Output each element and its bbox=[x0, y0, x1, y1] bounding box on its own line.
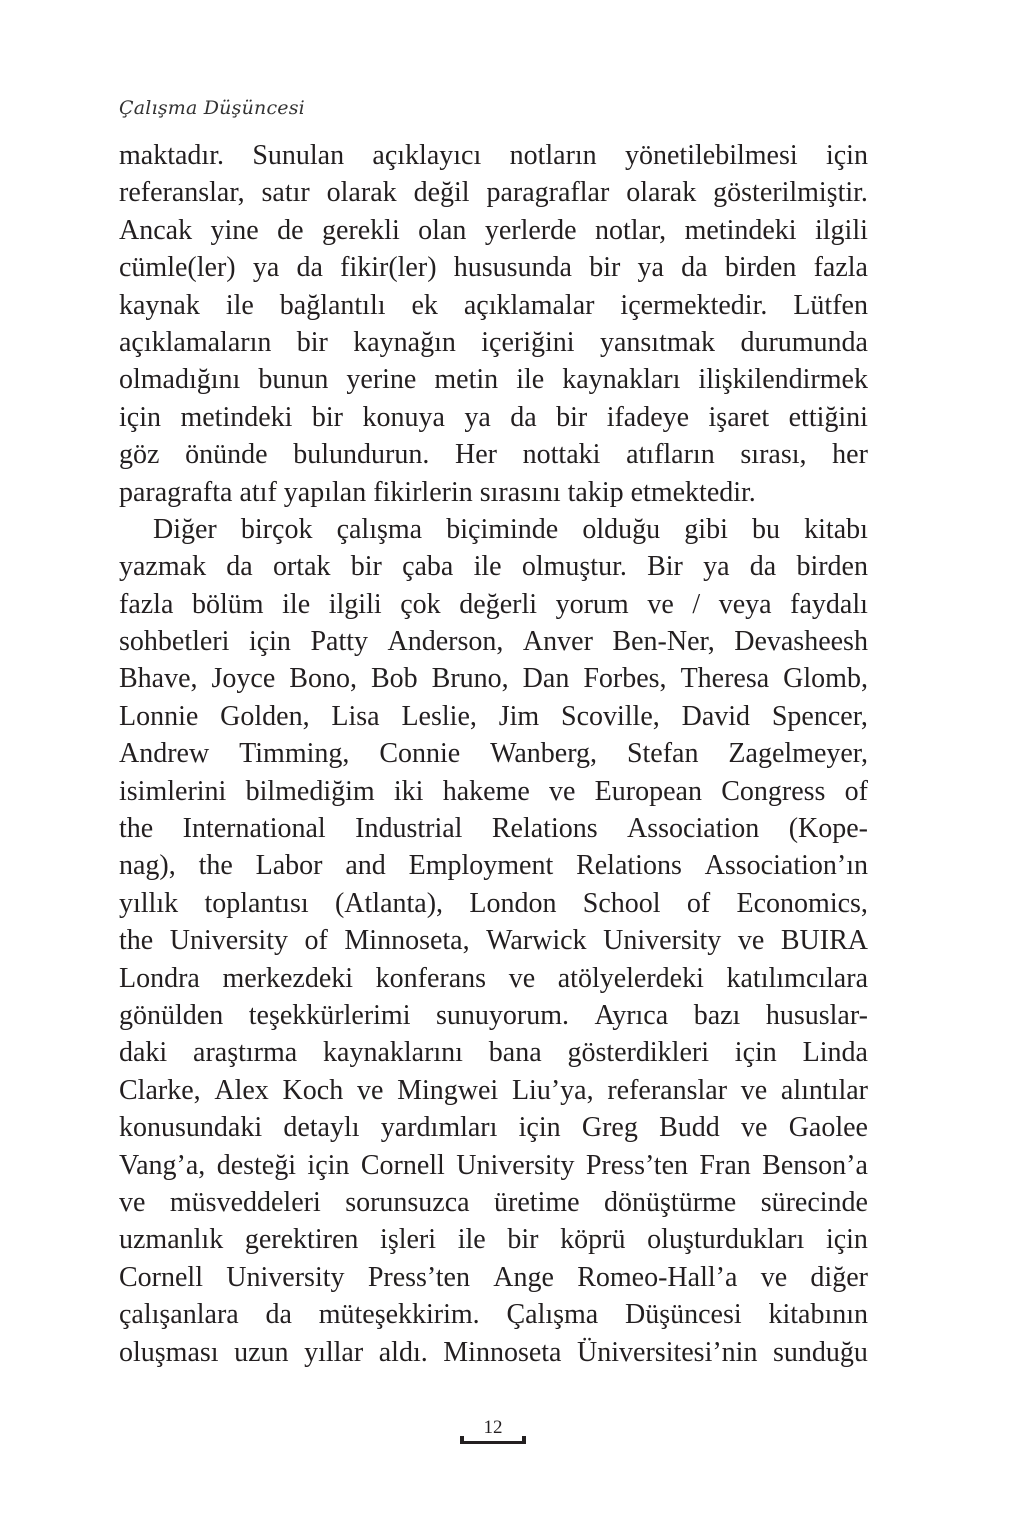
text-line: oluşması uzun yıllar aldı. Minnoseta Üniversitesi’nin sunduğu bbox=[119, 1336, 868, 1368]
text-line: the International Industrial Relations Association (Kope- bbox=[119, 813, 868, 845]
text-line: nag), the Labor and Employment Relations Association’ın bbox=[119, 850, 868, 882]
text-line: Londra merkezdeki konferans ve atölyelerdeki katılımcılara bbox=[119, 962, 868, 994]
text-line: paragrafta atıf yapılan fikirlerin sırasını takip etmektedir. bbox=[119, 476, 756, 508]
text-line: için metindeki bir konuya ya da bir ifadeye işaret ettiğini bbox=[119, 401, 868, 433]
page-footer bbox=[460, 1418, 526, 1444]
text-line: fazla bölüm ile ilgili çok değerli yorum ve / veya faydalı bbox=[119, 588, 868, 620]
text-line: maktadır. Sunulan açıklayıcı notların yönetilebilmesi için bbox=[119, 140, 868, 171]
page-number: 12 bbox=[483, 1417, 503, 1438]
text-line: kaynak ile bağlantılı ek açıklamalar içermektedir. Lütfen bbox=[119, 289, 868, 321]
text-line: yazmak da ortak bir çaba ile olmuştur. Bir ya da birden bbox=[119, 551, 868, 583]
text-line: çalışanlara da müteşekkirim. Çalışma Düşüncesi kitabının bbox=[119, 1299, 868, 1331]
text-line: Ancak yine de gerekli olan yerlerde notlar, metindeki ilgili bbox=[119, 214, 868, 246]
text-line: daki araştırma kaynaklarını bana gösterdikleri için Linda bbox=[119, 1037, 868, 1069]
text-line: açıklamaların bir kaynağın içeriğini yansıtmak durumunda bbox=[119, 326, 868, 358]
text-line: the University of Minnoseta, Warwick University ve BUIRA bbox=[119, 925, 868, 957]
text-line: uzmanlık gerektiren işleri ile bir köprü oluşturdukları için bbox=[119, 1224, 868, 1256]
text-line: ve müsveddeleri sorunsuzca üretime dönüştürme sürecinde bbox=[119, 1186, 868, 1218]
text-line: cümle(ler) ya da fikir(ler) hususunda bir ya da birden fazla bbox=[119, 252, 868, 284]
text-line: referanslar, satır olarak değil paragraflar olarak gösterilmiştir. bbox=[119, 177, 868, 209]
text-line: Cornell University Press’ten Ange Romeo-Hall’a ve diğer bbox=[119, 1261, 868, 1293]
text-line: Diğer birçok çalışma biçiminde olduğu gibi bu kitabı bbox=[153, 513, 868, 545]
paragraph bbox=[119, 137, 868, 511]
text-line: konusundaki detaylı yardımları için Greg Budd ve Gaolee bbox=[119, 1112, 868, 1144]
text-line: olmadığını bunun yerine metin ile kaynakları ilişkilendirmek bbox=[119, 364, 868, 396]
text-line: yıllık toplantısı (Atlanta), London School of Economics, bbox=[119, 887, 868, 919]
running-head: Çalışma Düşüncesi bbox=[119, 97, 305, 119]
text-line: Lonnie Golden, Lisa Leslie, Jim Scoville, David Spencer, bbox=[119, 700, 868, 732]
text-line: sohbetleri için Patty Anderson, Anver Ben-Ner, Devasheesh bbox=[119, 626, 868, 658]
text-line: gönülden teşekkürlerimi sunuyorum. Ayrıca bazı hususlar- bbox=[119, 999, 868, 1031]
body-text bbox=[119, 137, 868, 1371]
text-line: Vang’a, desteği için Cornell University Press’ten Fran Benson’a bbox=[119, 1149, 868, 1181]
text-line: Andrew Timming, Connie Wanberg, Stefan Zagelmeyer, bbox=[119, 738, 868, 770]
text-line: Clarke, Alex Koch ve Mingwei Liu’ya, referanslar ve alıntılar bbox=[119, 1074, 868, 1106]
text-line: göz önünde bulundurun. Her nottaki atıfların sırası, her bbox=[119, 439, 868, 471]
footer-rule bbox=[460, 1441, 526, 1444]
paragraph bbox=[119, 511, 868, 1371]
text-line: isimlerini bilmediğim iki hakeme ve European Congress of bbox=[119, 775, 868, 807]
text-line: Bhave, Joyce Bono, Bob Bruno, Dan Forbes, Theresa Glomb, bbox=[119, 663, 868, 695]
